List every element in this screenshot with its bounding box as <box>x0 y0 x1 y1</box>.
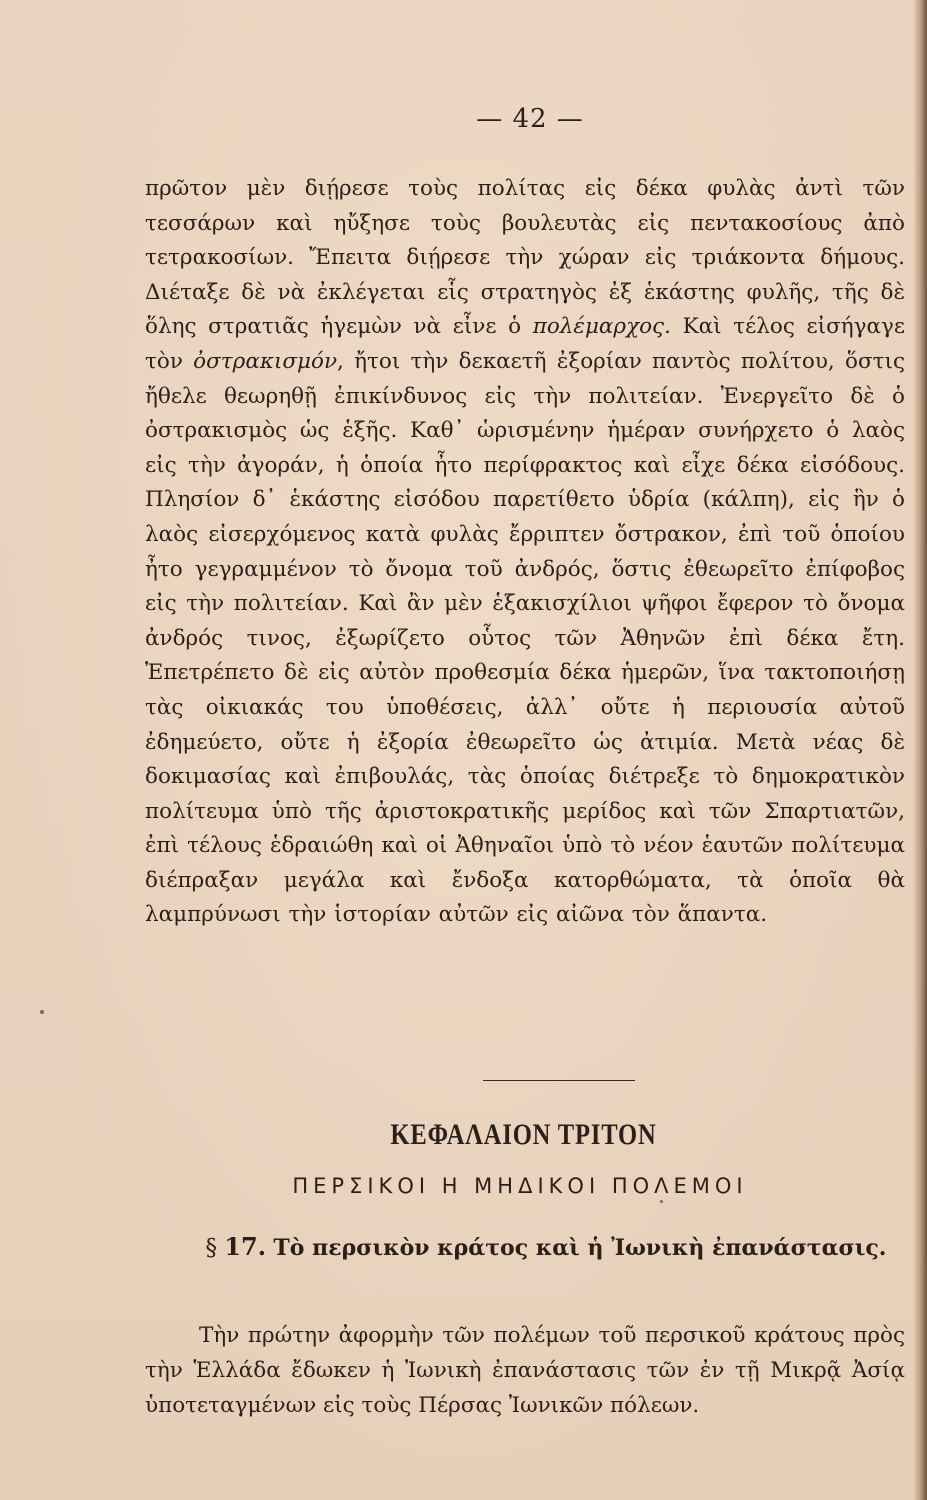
section-title: Τὸ περσικὸν κράτος καὶ ἡ Ἰωνικὴ ἐπανάστασις. <box>273 1235 887 1261</box>
body-text-part-3: , ἤτοι τὴν δεκαετῆ ἐξορίαν παντὸς πολίτου, ὅστις ἤθελε θεωρηθῇ ἐπικίνδυνος εἰς τὴν πολιτείαν. Ἐνεργεῖτο δὲ ὁ ὀστρακισμὸς ὡς ἑξῆς. Καθ᾽ ὡρισμένην ἡμέραν συνήρχετο ὁ λαὸς εἰς τὴν ἀγοράν, ἡ ὁποία ἦτο περίφρακτος καὶ εἶχε δέκα εἰσόδους. Πλησίον δ᾽ ἑκάστης εἰσόδου παρετίθετο ὑδρία (κάλπη), εἰς ἣν ὁ λαὸς εἰσερχόμενος κατὰ φυλὰς ἔρριπτεν ὄστρακον, ἐπὶ τοῦ ὁποίου ἦτο γεγραμμένον τὸ ὄνομα τοῦ ἀνδρός, ὅστις ἐθεωρεῖτο ἐπίφοβος εἰς τὴν πολιτείαν. Καὶ ἂν μὲν ἑξακισχίλιοι ψῆφοι ἔφερον τὸ ὄνομα ἀνδρός τινος, ἐξωρίζετο οὗτος τῶν Ἀθηνῶν ἐπὶ δέκα ἔτη. Ἐπετρέπετο δὲ εἰς αὐτὸν προθεσμία δέκα ἡμερῶν, ἵνα τακτοποιήσῃ τὰς οἰκιακάς του ὑποθέσεις, ἀλλ᾽ οὔτε ἡ περιουσία αὐτοῦ ἐδημεύετο, οὔτε ἡ ἐξορία ἐθεωρεῖτο ὡς ἀτιμία. Μετὰ νέας δὲ δοκιμασίας καὶ ἐπιβουλάς, τὰς ὁποίας διέτρεξε τὸ δημοκρατικὸν πολίτευμα ὑπὸ τῆς ἀριστοκρατικῆς μερίδος καὶ τῶν Σπαρτιατῶν, ἐπὶ τέλους ἑδραιώθη καὶ οἱ Ἀθηναῖοι ὑπὸ τὸ νέον ἑαυτῶν πολίτευμα διέπραξαν μεγάλα καὶ ἔνδοξα κατορθώματα, τὰ ὁποῖα θὰ λαμπρύνωσι τὴν ἱστορίαν αὐτῶν εἰς αἰῶνα τὸν ἅπαντα. <box>145 348 905 928</box>
body-text <box>145 172 905 933</box>
page-number: — 42 — <box>476 104 584 134</box>
paper-speck <box>660 1200 663 1203</box>
section-paragraph: Τὴν πρώτην ἀφορμὴν τῶν πολέμων τοῦ περσικοῦ κράτους πρὸς τὴν Ἑλλάδα ἔδωκεν ἡ Ἰωνικὴ ἐπανάστασις τῶν ἐν τῇ Μικρᾷ Ἀσίᾳ ὑποτεταγμένων εἰς τοὺς Πέρσας Ἰωνικῶν πόλεων. <box>145 1323 905 1418</box>
term-polemarchos: πολέμαρχος <box>532 314 665 340</box>
term-ostrakismos: ὀστρακισμόν <box>193 348 338 374</box>
section-number: 17. <box>224 1232 267 1261</box>
section-heading <box>190 1228 902 1267</box>
page-edge-shadow <box>913 0 927 1500</box>
section-symbol: § <box>205 1235 218 1261</box>
chapter-subtitle: ΠΕΡΣΙΚΟΙ Η ΜΗΔΙΚΟΙ ΠΟΛΕΜΟΙ <box>292 1174 748 1198</box>
body-text-part-2: . Καὶ τέλος εἰσήγαγε τὸν <box>145 314 905 374</box>
chapter-title: ΚΕΦΑΛΑΙΟΝ ΤΡΙΤΟΝ <box>390 1118 657 1151</box>
paper-speck <box>40 1010 44 1014</box>
section-divider <box>483 1080 635 1081</box>
body-text-part-1: πρῶτον μὲν διῄρεσε τοὺς πολίτας εἰς δέκα φυλὰς ἀντὶ τῶν τεσσάρων καὶ ηὔξησε τοὺς βουλευτὰς εἰς πεντακοσίους ἀπὸ τετρακοσίων. Ἔπειτα διῄρεσε τὴν χώραν εἰς τριάκοντα δήμους. Διέταξε δὲ νὰ ἐκλέγεται εἷς στρατηγὸς ἐξ ἑκάστης φυλῆς, τῆς δὲ ὅλης στρατιᾶς ἡγεμὼν νὰ εἶνε ὁ <box>145 176 905 340</box>
